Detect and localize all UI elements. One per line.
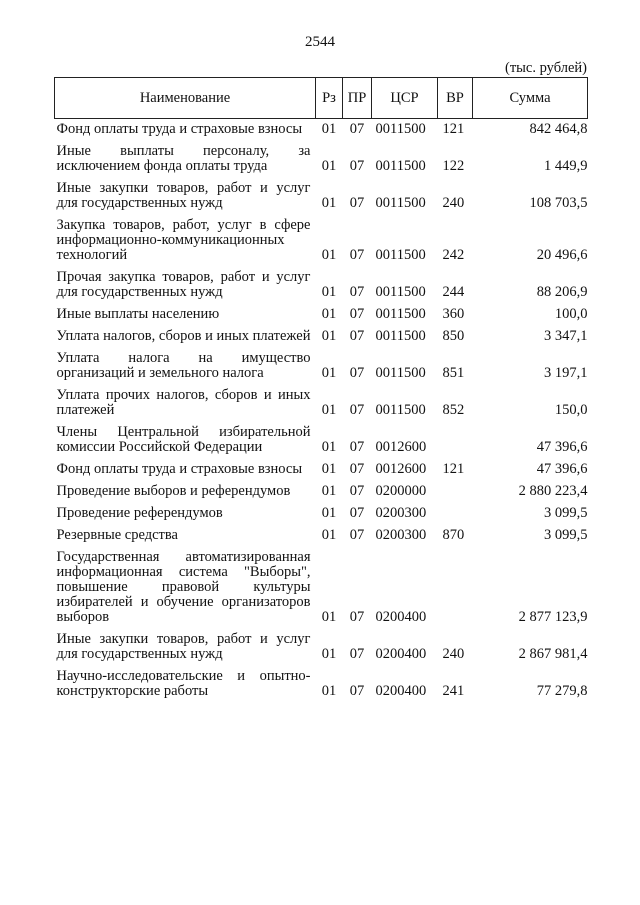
table-row <box>55 348 588 385</box>
row-pr: 07 <box>349 195 365 211</box>
table-row <box>55 304 588 326</box>
table-row <box>55 141 588 178</box>
table-row <box>55 525 588 547</box>
row-rz: 01 <box>321 527 337 543</box>
row-name: Иные закупки товаров, работ и услуг для государственных нужд <box>56 631 311 662</box>
row-name: Иные закупки товаров, работ и услуг для государственных нужд <box>56 180 311 211</box>
header-rz: Рз <box>316 78 343 119</box>
row-name: Закупка товаров, работ, услуг в сфере информационно-коммуникационных технологий <box>56 217 311 263</box>
row-csr: 0011500 <box>375 328 426 344</box>
row-rz: 01 <box>321 609 337 625</box>
row-pr: 07 <box>349 365 365 381</box>
row-vr <box>438 547 473 629</box>
budget-table <box>54 77 588 703</box>
row-vr: 851 <box>442 365 465 381</box>
table-row <box>55 267 588 304</box>
row-sum: 88 206,9 <box>536 284 588 300</box>
header-vr: ВР <box>438 78 473 119</box>
row-csr: 0011500 <box>375 365 426 381</box>
row-rz: 01 <box>321 683 337 699</box>
row-sum: 108 703,5 <box>529 195 588 211</box>
row-rz: 01 <box>321 247 337 263</box>
row-pr: 07 <box>349 483 365 499</box>
units-label: (тыс. рублей) <box>505 60 587 76</box>
row-vr: 121 <box>442 121 465 137</box>
row-vr: 122 <box>442 158 465 174</box>
row-vr: 244 <box>442 284 465 300</box>
row-name: Фонд оплаты труда и страховые взносы <box>56 461 303 477</box>
row-sum: 77 279,8 <box>536 683 588 699</box>
row-rz: 01 <box>321 158 337 174</box>
row-pr: 07 <box>349 646 365 662</box>
row-sum: 3 099,5 <box>544 505 588 521</box>
row-name: Уплата налога на имущество организаций и земельного налога <box>56 350 311 381</box>
row-rz: 01 <box>321 365 337 381</box>
row-csr: 0012600 <box>375 439 427 455</box>
header-sum: Сумма <box>473 78 588 119</box>
header-csr: ЦСР <box>372 78 438 119</box>
header-name: Наименование <box>55 78 316 119</box>
row-vr: 360 <box>442 306 465 322</box>
row-pr: 07 <box>349 683 365 699</box>
row-rz: 01 <box>321 306 337 322</box>
row-pr: 07 <box>349 247 365 263</box>
row-sum: 3 197,1 <box>544 365 588 381</box>
table-row <box>55 326 588 348</box>
row-name: Члены Центральной избирательной комиссии Российской Федерации <box>56 424 311 455</box>
row-pr: 07 <box>349 461 365 477</box>
row-sum: 2 880 223,4 <box>518 483 588 499</box>
table-row <box>55 385 588 422</box>
row-csr: 0011500 <box>375 195 426 211</box>
row-sum: 1 449,9 <box>544 158 588 174</box>
header-pr: ПР <box>343 78 372 119</box>
table-row <box>55 215 588 267</box>
row-rz: 01 <box>321 402 337 418</box>
row-csr: 0200300 <box>375 527 427 543</box>
row-sum: 2 877 123,9 <box>518 609 588 625</box>
row-csr: 0200400 <box>375 646 427 662</box>
row-csr: 0011500 <box>375 306 426 322</box>
row-name: Проведение референдумов <box>56 505 223 521</box>
row-sum: 3 347,1 <box>544 328 588 344</box>
row-csr: 0011500 <box>375 402 426 418</box>
row-pr: 07 <box>349 284 365 300</box>
row-pr: 07 <box>349 527 365 543</box>
row-name: Уплата прочих налогов, сборов и иных платежей <box>56 387 311 418</box>
row-sum: 47 396,6 <box>536 439 588 455</box>
row-pr: 07 <box>349 158 365 174</box>
row-csr: 0200300 <box>375 505 427 521</box>
row-sum: 842 464,8 <box>529 121 588 137</box>
row-vr <box>438 503 473 525</box>
table-row <box>55 629 588 666</box>
row-rz: 01 <box>321 284 337 300</box>
row-csr: 0200400 <box>375 683 427 699</box>
row-vr: 240 <box>442 195 465 211</box>
row-vr: 870 <box>442 527 465 543</box>
table-row <box>55 503 588 525</box>
row-rz: 01 <box>321 646 337 662</box>
row-csr: 0011500 <box>375 284 426 300</box>
row-rz: 01 <box>321 505 337 521</box>
table-row <box>55 481 588 503</box>
row-pr: 07 <box>349 121 365 137</box>
row-pr: 07 <box>349 306 365 322</box>
row-sum: 47 396,6 <box>536 461 588 477</box>
row-name: Иные выплаты персоналу, за исключением фонда оплаты труда <box>56 143 311 174</box>
row-vr: 241 <box>442 683 465 699</box>
row-pr: 07 <box>349 328 365 344</box>
row-name: Резервные средства <box>56 527 178 543</box>
row-name: Государственная автоматизированная информационная система "Выборы", повышение правовой культуры избирателей и обучение организаторов выборов <box>56 549 311 625</box>
row-rz: 01 <box>321 121 337 137</box>
table-row <box>55 119 588 142</box>
row-pr: 07 <box>349 439 365 455</box>
table-row <box>55 178 588 215</box>
row-name: Уплата налогов, сборов и иных платежей <box>56 328 311 344</box>
row-csr: 0011500 <box>375 247 426 263</box>
row-pr: 07 <box>349 505 365 521</box>
table-row <box>55 547 588 629</box>
row-vr: 852 <box>442 402 465 418</box>
row-name: Фонд оплаты труда и страховые взносы <box>56 121 303 137</box>
row-csr: 0012600 <box>375 461 427 477</box>
row-csr: 0011500 <box>375 121 426 137</box>
row-csr: 0200400 <box>375 609 427 625</box>
row-rz: 01 <box>321 195 337 211</box>
row-name: Иные выплаты населению <box>56 306 220 322</box>
row-vr <box>438 481 473 503</box>
row-vr: 242 <box>442 247 465 263</box>
row-name: Научно-исследовательские и опытно-конструкторские работы <box>56 668 311 699</box>
row-sum: 2 867 981,4 <box>518 646 588 662</box>
row-csr: 0011500 <box>375 158 426 174</box>
table-header-row <box>55 78 588 119</box>
table-row <box>55 422 588 459</box>
row-sum: 3 099,5 <box>544 527 588 543</box>
row-pr: 07 <box>349 402 365 418</box>
row-sum: 20 496,6 <box>536 247 588 263</box>
row-pr: 07 <box>349 609 365 625</box>
table-row <box>55 666 588 703</box>
row-sum: 100,0 <box>554 306 588 322</box>
row-rz: 01 <box>321 483 337 499</box>
page-number: 2544 <box>305 34 335 50</box>
row-rz: 01 <box>321 328 337 344</box>
row-rz: 01 <box>321 439 337 455</box>
row-vr: 240 <box>442 646 465 662</box>
table-row <box>55 459 588 481</box>
row-vr: 121 <box>442 461 465 477</box>
row-vr: 850 <box>442 328 465 344</box>
row-sum: 150,0 <box>554 402 588 418</box>
row-name: Проведение выборов и референдумов <box>56 483 291 499</box>
row-csr: 0200000 <box>375 483 427 499</box>
row-rz: 01 <box>321 461 337 477</box>
row-vr <box>438 422 473 459</box>
row-name: Прочая закупка товаров, работ и услуг для государственных нужд <box>56 269 311 300</box>
